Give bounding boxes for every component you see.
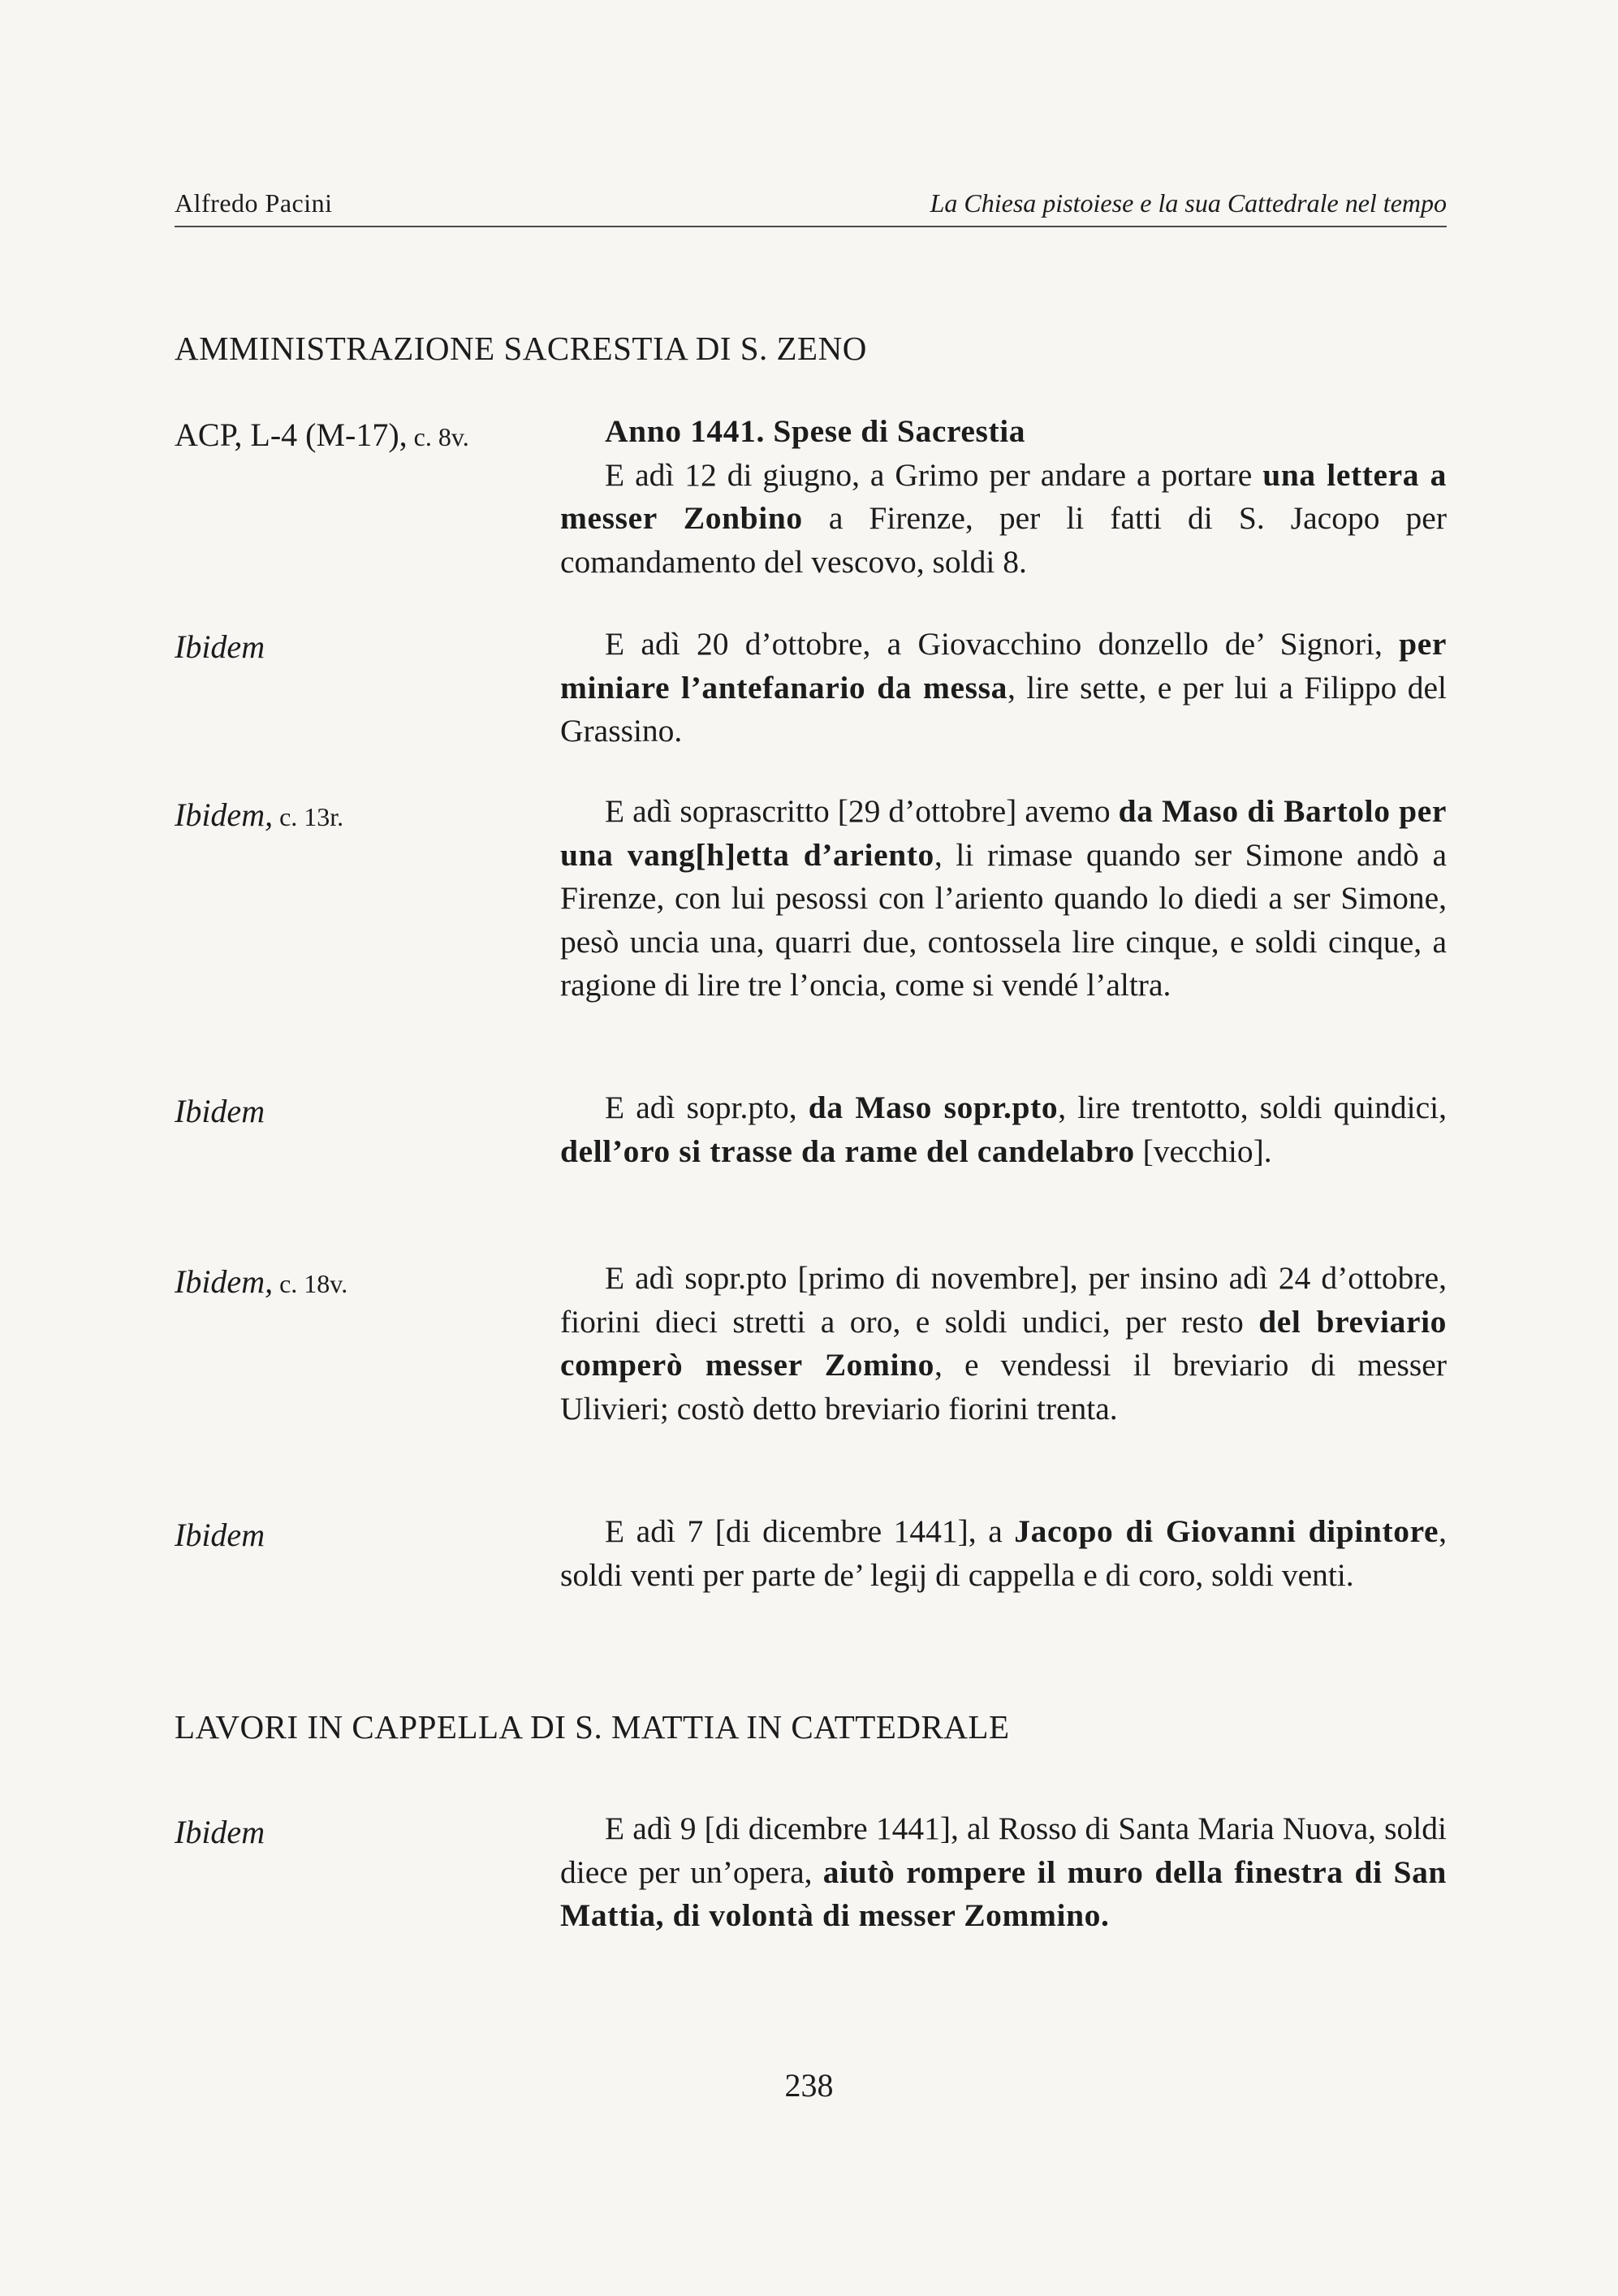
reference-source: Ibidem,: [175, 796, 274, 833]
entry-heading: Anno 1441. Spese di Sacrestia: [605, 413, 1026, 449]
header-book-title: La Chiesa pistoiese e la sua Cattedrale nel tempo: [930, 188, 1447, 218]
entry-text: E adì sopr.pto [primo di novembre], per insino adì 24 d’ottobre, fiorini dieci stretti a oro, e soldi undici, per resto del breviario comperò messer Zomino, e vendessi il breviario di messer Ulivieri; costò detto breviario fiorini trenta.: [560, 1260, 1447, 1426]
entry-reference: [175, 416, 469, 454]
section-title-sacrestia: AMMINISTRAZIONE SACRESTIA DI S. ZENO: [175, 330, 867, 367]
reference-source: Ibidem: [175, 1093, 265, 1129]
reference-source: Ibidem,: [175, 1263, 274, 1300]
entry-text: E adì 20 d’ottobre, a Giovacchino donzello de’ Signori, per miniare l’antefanario da messa, lire sette, e per lui a Filippo del Grassino.: [560, 626, 1447, 749]
running-header: [175, 185, 1447, 227]
entry-reference: [175, 1262, 347, 1301]
reference-source: Ibidem: [175, 1517, 265, 1553]
entry-text: E adì 7 [di dicembre 1441], a Jacopo di Giovanni dipintore, soldi venti per parte de’ legij di cappella e di coro, soldi venti.: [560, 1513, 1447, 1593]
entry-text: E adì 9 [di dicembre 1441], al Rosso di Santa Maria Nuova, soldi diece per un’opera, aiutò rompere il muro della finestra di San Mattia, di volontà di messer Zommino.: [560, 1810, 1447, 1933]
entry-reference: [175, 1813, 265, 1851]
section-title-cappella: LAVORI IN CAPPELLA DI S. MATTIA IN CATTEDRALE: [175, 1708, 1010, 1746]
page-number: 238: [784, 2067, 834, 2104]
reference-folio: c. 13r.: [273, 802, 344, 831]
entry-text: E adì sopr.pto, da Maso sopr.pto, lire trentotto, soldi quindici, dell’oro si trasse da rame del candelabro [vecchio].: [560, 1090, 1448, 1169]
entry-text: E adì soprascritto [29 d’ottobre] avemo da Maso di Bartolo per una vang[h]etta d’ariento, li rimase quando ser Simone andò a Firenze, con lui pesossi con l’ariento quando lo diedi a ser Simone, pesò uncia una, quarri due, contossela lire cinque, e soldi cinque, a ragione di lire tre l’oncia, come si vendé l’altra.: [560, 793, 1447, 1003]
entry-reference: [175, 1092, 265, 1130]
reference-folio: c. 18v.: [273, 1269, 348, 1298]
entry-reference: [175, 1516, 265, 1554]
entry-reference: [175, 628, 265, 666]
reference-source: Ibidem: [175, 628, 265, 665]
reference-source: ACP, L-4 (M-17),: [175, 416, 408, 453]
header-author: Alfredo Pacini: [175, 188, 333, 218]
entry-text: Anno 1441. Spese di Sacrestia E adì 12 di giugno, a Grimo per andare a portare una lettera a messer Zonbino a Firenze, per li fatti di S. Jacopo per comandamento del vescovo, soldi 8.: [560, 413, 1447, 580]
reference-folio: c. 8v.: [407, 422, 469, 451]
reference-source: Ibidem: [175, 1814, 265, 1850]
entry-reference: [175, 796, 343, 834]
